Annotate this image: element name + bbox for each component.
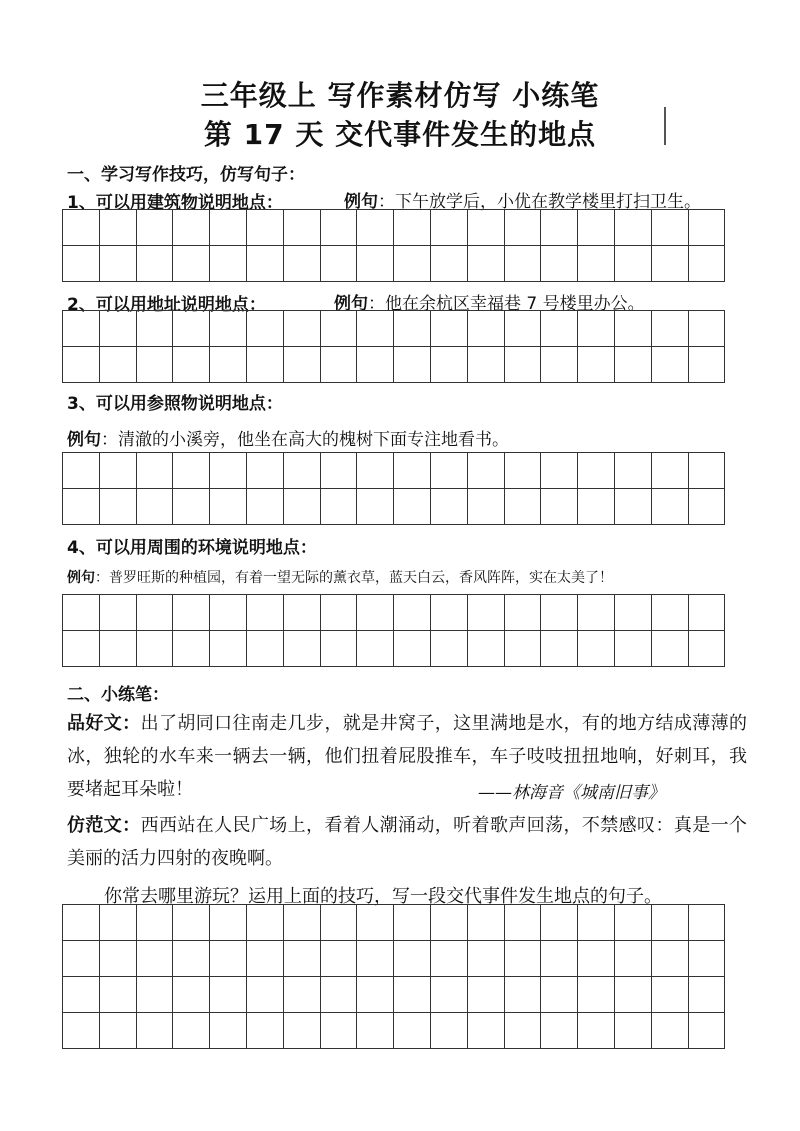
grid-cell[interactable]	[468, 453, 505, 489]
grid-cell[interactable]	[652, 631, 689, 667]
grid-cell[interactable]	[284, 246, 321, 282]
grid-cell[interactable]	[100, 595, 137, 631]
grid-cell[interactable]	[357, 595, 394, 631]
grid-cell[interactable]	[357, 210, 394, 246]
grid-cell[interactable]	[505, 941, 542, 977]
grid-cell[interactable]	[247, 347, 284, 383]
grid-cell[interactable]	[394, 905, 431, 941]
grid-cell[interactable]	[394, 210, 431, 246]
grid-cell[interactable]	[652, 246, 689, 282]
grid-cell[interactable]	[468, 1013, 505, 1049]
grid-cell[interactable]	[247, 941, 284, 977]
grid-cell[interactable]	[468, 347, 505, 383]
grid-cell[interactable]	[210, 941, 247, 977]
grid-cell[interactable]	[431, 1013, 468, 1049]
grid-cell[interactable]	[63, 595, 100, 631]
example-sentence-2: 例句：他在余杭区幸福巷 7 号楼里办公。	[334, 294, 645, 314]
grid-cell[interactable]	[321, 210, 358, 246]
grid-cell[interactable]	[284, 905, 321, 941]
grid-cell[interactable]	[247, 1013, 284, 1049]
grid-cell[interactable]	[541, 347, 578, 383]
grid-cell[interactable]	[505, 347, 542, 383]
grid-cell[interactable]	[357, 347, 394, 383]
grid-cell[interactable]	[63, 347, 100, 383]
grid-cell[interactable]	[63, 1013, 100, 1049]
grid-cell[interactable]	[578, 347, 615, 383]
grid-cell[interactable]	[652, 1013, 689, 1049]
grid-cell[interactable]	[431, 246, 468, 282]
grid-cell[interactable]	[210, 347, 247, 383]
grid-cell[interactable]	[431, 631, 468, 667]
grid-cell[interactable]	[578, 453, 615, 489]
grid-cell[interactable]	[284, 210, 321, 246]
grid-cell[interactable]	[468, 246, 505, 282]
grid-cell[interactable]	[578, 311, 615, 347]
grid-cell[interactable]	[468, 311, 505, 347]
grid-cell[interactable]	[394, 631, 431, 667]
grid-cell[interactable]	[468, 489, 505, 525]
grid-cell[interactable]	[468, 905, 505, 941]
grid-cell[interactable]	[689, 311, 726, 347]
grid-cell[interactable]	[541, 210, 578, 246]
section-heading-1: 一、学习写作技巧，仿写句子：	[67, 165, 305, 185]
grid-cell[interactable]	[689, 905, 726, 941]
grid-cell[interactable]	[615, 453, 652, 489]
grid-cell[interactable]	[689, 977, 726, 1013]
grid-cell[interactable]	[247, 595, 284, 631]
grid-cell[interactable]	[541, 905, 578, 941]
grid-cell[interactable]	[541, 595, 578, 631]
grid-cell[interactable]	[505, 1013, 542, 1049]
grid-cell[interactable]	[615, 246, 652, 282]
grid-cell[interactable]	[137, 489, 174, 525]
grid-cell[interactable]	[505, 977, 542, 1013]
grid-cell[interactable]	[615, 311, 652, 347]
example-sentence-4: 例句：普罗旺斯的种植园，有着一望无际的薰衣草，蓝天白云，香风阵阵，实在太美了！	[67, 570, 613, 586]
grid-cell[interactable]	[321, 941, 358, 977]
writing-grid-2[interactable]	[62, 310, 725, 383]
grid-cell[interactable]	[210, 1013, 247, 1049]
grid-cell[interactable]	[541, 489, 578, 525]
grid-cell[interactable]	[615, 1013, 652, 1049]
grid-cell[interactable]	[284, 941, 321, 977]
imitate-text-paragraph: 仿范文：西西站在人民广场上，看着人潮涌动，听着歌声回荡，不禁感叹：真是一个美丽的活力四射的夜晚啊。	[67, 815, 748, 869]
grid-cell[interactable]	[100, 977, 137, 1013]
grid-cell[interactable]	[394, 595, 431, 631]
grid-cell[interactable]	[321, 489, 358, 525]
grid-cell[interactable]	[615, 210, 652, 246]
grid-cell[interactable]	[100, 210, 137, 246]
grid-cell[interactable]	[63, 941, 100, 977]
grid-cell[interactable]	[357, 453, 394, 489]
grid-cell[interactable]	[100, 311, 137, 347]
grid-cell[interactable]	[173, 453, 210, 489]
grid-cell[interactable]	[541, 311, 578, 347]
grid-cell[interactable]	[284, 631, 321, 667]
grid-cell[interactable]	[173, 905, 210, 941]
grid-cell[interactable]	[578, 595, 615, 631]
grid-cell[interactable]	[321, 595, 358, 631]
writing-grid-1[interactable]	[62, 209, 725, 282]
grid-cell[interactable]	[578, 631, 615, 667]
citation: ——林海音《城南旧事》	[478, 783, 665, 803]
grid-cell[interactable]	[689, 347, 726, 383]
grid-cell[interactable]	[137, 453, 174, 489]
grid-cell[interactable]	[394, 977, 431, 1013]
grid-cell[interactable]	[578, 977, 615, 1013]
grid-cell[interactable]	[578, 941, 615, 977]
grid-cell[interactable]	[505, 905, 542, 941]
grid-cell[interactable]	[173, 489, 210, 525]
grid-cell[interactable]	[505, 631, 542, 667]
grid-cell[interactable]	[173, 941, 210, 977]
grid-cell[interactable]	[247, 631, 284, 667]
grid-cell[interactable]	[100, 246, 137, 282]
grid-cell[interactable]	[321, 977, 358, 1013]
grid-cell[interactable]	[210, 905, 247, 941]
grid-cell[interactable]	[173, 347, 210, 383]
grid-cell[interactable]	[137, 210, 174, 246]
grid-cell[interactable]	[210, 453, 247, 489]
grid-cell[interactable]	[394, 311, 431, 347]
grid-cell[interactable]	[357, 246, 394, 282]
grid-cell[interactable]	[689, 489, 726, 525]
grid-cell[interactable]	[615, 489, 652, 525]
grid-cell[interactable]	[284, 595, 321, 631]
grid-cell[interactable]	[321, 905, 358, 941]
grid-cell[interactable]	[541, 941, 578, 977]
good-text-paragraph: 品好文：出了胡同口往南走几步，就是井窝子，这里满地是水，有的地方结成薄薄的冰，独轮的水车来一辆去一辆，他们扭着屁股推车，车子吱吱扭扭地响，好刺耳，我要堵起耳朵啦！	[67, 713, 748, 800]
grid-cell[interactable]	[63, 977, 100, 1013]
grid-cell[interactable]	[394, 941, 431, 977]
grid-cell[interactable]	[505, 210, 542, 246]
example-sentence-3: 例句：清澈的小溪旁，他坐在高大的槐树下面专注地看书。	[67, 430, 509, 450]
grid-cell[interactable]	[63, 905, 100, 941]
grid-cell[interactable]	[321, 1013, 358, 1049]
grid-cell[interactable]	[137, 595, 174, 631]
section-heading-2: 二、小练笔：	[67, 685, 169, 705]
grid-cell[interactable]	[578, 489, 615, 525]
writing-grid-4[interactable]	[62, 594, 725, 667]
grid-cell[interactable]	[615, 631, 652, 667]
grid-cell[interactable]	[210, 595, 247, 631]
grid-cell[interactable]	[652, 905, 689, 941]
grid-cell[interactable]	[100, 905, 137, 941]
grid-cell[interactable]	[100, 347, 137, 383]
writing-grid-5[interactable]	[62, 904, 725, 1049]
grid-cell[interactable]	[541, 453, 578, 489]
grid-cell[interactable]	[394, 246, 431, 282]
grid-cell[interactable]	[615, 941, 652, 977]
grid-cell[interactable]	[247, 489, 284, 525]
grid-cell[interactable]	[652, 977, 689, 1013]
grid-cell[interactable]	[173, 210, 210, 246]
grid-cell[interactable]	[652, 311, 689, 347]
grid-cell[interactable]	[468, 977, 505, 1013]
grid-cell[interactable]	[431, 453, 468, 489]
item-heading-2: 2、可以用地址说明地点：	[67, 295, 266, 315]
grid-cell[interactable]	[468, 210, 505, 246]
grid-cell[interactable]	[321, 311, 358, 347]
grid-cell[interactable]	[505, 489, 542, 525]
grid-cell[interactable]	[137, 977, 174, 1013]
grid-cell[interactable]	[357, 631, 394, 667]
grid-cell[interactable]	[357, 489, 394, 525]
grid-cell[interactable]	[357, 311, 394, 347]
page-title: 三年级上 写作素材仿写 小练笔	[200, 79, 600, 112]
grid-cell[interactable]	[689, 595, 726, 631]
grid-cell[interactable]	[505, 595, 542, 631]
grid-cell[interactable]	[321, 631, 358, 667]
grid-cell[interactable]	[284, 489, 321, 525]
grid-cell[interactable]	[468, 631, 505, 667]
grid-cell[interactable]	[284, 347, 321, 383]
grid-cell[interactable]	[689, 246, 726, 282]
grid-cell[interactable]	[321, 347, 358, 383]
grid-cell[interactable]	[431, 595, 468, 631]
grid-cell[interactable]	[210, 246, 247, 282]
grid-cell[interactable]	[431, 977, 468, 1013]
grid-cell[interactable]	[63, 631, 100, 667]
grid-cell[interactable]	[652, 595, 689, 631]
grid-cell[interactable]	[541, 246, 578, 282]
grid-cell[interactable]	[652, 210, 689, 246]
grid-cell[interactable]	[284, 311, 321, 347]
grid-cell[interactable]	[652, 347, 689, 383]
grid-cell[interactable]	[689, 1013, 726, 1049]
grid-cell[interactable]	[394, 347, 431, 383]
grid-cell[interactable]	[394, 453, 431, 489]
grid-cell[interactable]	[100, 489, 137, 525]
grid-cell[interactable]	[63, 311, 100, 347]
grid-cell[interactable]	[615, 905, 652, 941]
grid-cell[interactable]	[431, 347, 468, 383]
grid-cell[interactable]	[541, 977, 578, 1013]
grid-cell[interactable]	[431, 489, 468, 525]
grid-cell[interactable]	[505, 246, 542, 282]
grid-cell[interactable]	[321, 453, 358, 489]
grid-cell[interactable]	[431, 905, 468, 941]
item-heading-4: 4、可以用周围的环境说明地点：	[67, 538, 317, 558]
grid-cell[interactable]	[578, 210, 615, 246]
grid-cell[interactable]	[210, 631, 247, 667]
grid-cell[interactable]	[541, 631, 578, 667]
grid-cell[interactable]	[652, 489, 689, 525]
grid-cell[interactable]	[689, 941, 726, 977]
grid-cell[interactable]	[137, 311, 174, 347]
grid-cell[interactable]	[505, 453, 542, 489]
grid-cell[interactable]	[321, 246, 358, 282]
grid-cell[interactable]	[247, 905, 284, 941]
grid-cell[interactable]	[505, 311, 542, 347]
grid-cell[interactable]	[652, 941, 689, 977]
grid-cell[interactable]	[247, 453, 284, 489]
grid-cell[interactable]	[63, 489, 100, 525]
grid-cell[interactable]	[541, 1013, 578, 1049]
grid-cell[interactable]	[100, 1013, 137, 1049]
grid-cell[interactable]	[431, 210, 468, 246]
grid-cell[interactable]	[210, 977, 247, 1013]
grid-cell[interactable]	[63, 210, 100, 246]
grid-cell[interactable]	[578, 905, 615, 941]
grid-cell[interactable]	[173, 977, 210, 1013]
page-subtitle: 第 17 天 交代事件发生的地点	[203, 118, 597, 151]
divider-line	[664, 107, 666, 145]
grid-cell[interactable]	[357, 977, 394, 1013]
grid-cell[interactable]	[394, 489, 431, 525]
grid-cell[interactable]	[137, 631, 174, 667]
grid-cell[interactable]	[137, 347, 174, 383]
grid-cell[interactable]	[394, 1013, 431, 1049]
grid-cell[interactable]	[615, 595, 652, 631]
writing-grid-3[interactable]	[62, 452, 725, 525]
grid-cell[interactable]	[100, 453, 137, 489]
grid-cell[interactable]	[468, 595, 505, 631]
grid-cell[interactable]	[689, 210, 726, 246]
grid-cell[interactable]	[173, 246, 210, 282]
grid-cell[interactable]	[63, 453, 100, 489]
grid-cell[interactable]	[431, 941, 468, 977]
writing-prompt: 你常去哪里游玩？运用上面的技巧，写一段交代事件发生地点的句子。	[104, 886, 662, 907]
grid-cell[interactable]	[137, 246, 174, 282]
grid-cell[interactable]	[284, 1013, 321, 1049]
grid-cell[interactable]	[284, 453, 321, 489]
item-heading-1: 1、可以用建筑物说明地点：	[67, 193, 283, 213]
grid-cell[interactable]	[357, 1013, 394, 1049]
grid-cell[interactable]	[173, 1013, 210, 1049]
grid-cell[interactable]	[247, 210, 284, 246]
grid-cell[interactable]	[247, 246, 284, 282]
item-heading-3: 3、可以用参照物说明地点：	[67, 394, 283, 414]
grid-cell[interactable]	[137, 1013, 174, 1049]
grid-cell[interactable]	[468, 941, 505, 977]
grid-cell[interactable]	[173, 595, 210, 631]
grid-cell[interactable]	[284, 977, 321, 1013]
grid-cell[interactable]	[247, 977, 284, 1013]
grid-cell[interactable]	[210, 210, 247, 246]
grid-cell[interactable]	[431, 311, 468, 347]
example-sentence-1: 例句：下午放学后，小优在教学楼里打扫卫生。	[344, 192, 701, 212]
grid-cell[interactable]	[173, 631, 210, 667]
grid-cell[interactable]	[615, 977, 652, 1013]
grid-cell[interactable]	[137, 905, 174, 941]
grid-cell[interactable]	[689, 631, 726, 667]
grid-cell[interactable]	[63, 246, 100, 282]
grid-cell[interactable]	[100, 631, 137, 667]
grid-cell[interactable]	[357, 905, 394, 941]
grid-cell[interactable]	[173, 311, 210, 347]
grid-cell[interactable]	[615, 347, 652, 383]
grid-cell[interactable]	[210, 311, 247, 347]
grid-cell[interactable]	[652, 453, 689, 489]
grid-cell[interactable]	[689, 453, 726, 489]
grid-cell[interactable]	[137, 941, 174, 977]
grid-cell[interactable]	[100, 941, 137, 977]
grid-cell[interactable]	[210, 489, 247, 525]
grid-cell[interactable]	[578, 1013, 615, 1049]
grid-cell[interactable]	[578, 246, 615, 282]
grid-cell[interactable]	[357, 941, 394, 977]
grid-cell[interactable]	[247, 311, 284, 347]
